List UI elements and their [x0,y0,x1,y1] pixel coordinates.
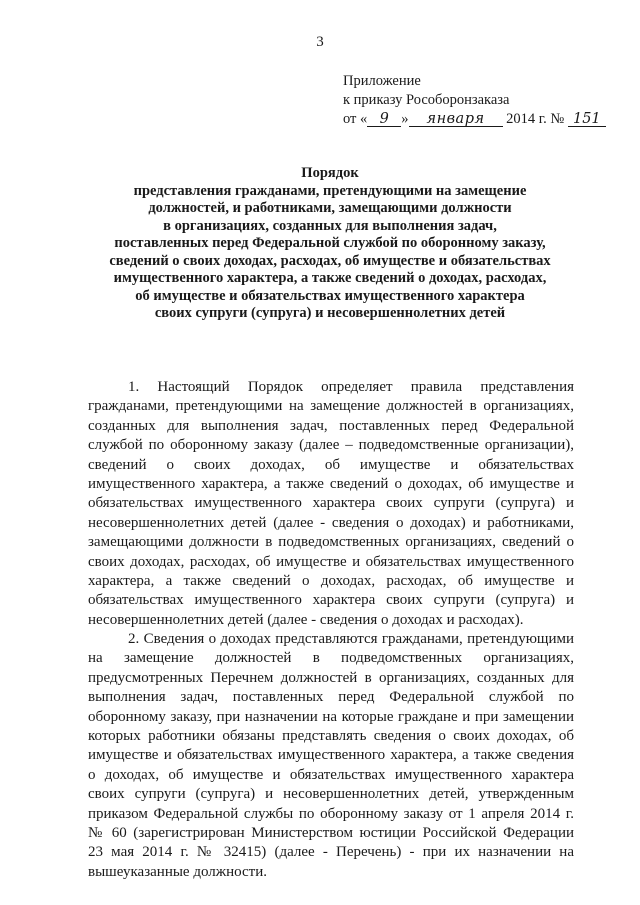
date-close-quote: » [401,111,409,127]
handwritten-day: 9 [367,112,401,127]
text-line: 1. Настоящий Порядок определяет правила представления [128,379,574,395]
text-line: которых работники обязаны представлять сведения о своих доходах, об [88,728,574,745]
text-line: несовершеннолетних детей (далее - сведения о доходах и расходах). [88,611,524,628]
text-line: службой по оборонному заказу (далее – подведомственные организации), [88,437,574,454]
paragraph-2 [88,630,574,882]
text-line: на замещение должностей в подведомственных организациях, [88,650,574,667]
text-line: своих супруги (супруга) и несовершеннолетних детей, утвержденным [88,786,574,803]
text-line: 23 мая 2014 г. № 32415) (далее - Перечень) - при их назначении на [88,844,574,861]
text-line: несовершеннолетних детей (далее - сведения о доходах) и работниками, [88,514,574,531]
appendix-block [343,72,606,129]
handwritten-order-number: 151 [568,112,606,127]
text-line: созданных для выполнения задач, поставленных перед Федеральной [88,417,574,434]
text-line: имуществе и обязательствах имущественного характера, а также сведения [88,747,574,764]
text-line: выполнения задач, поставленных перед Федеральной службой по [88,689,574,706]
title-line: должностей, и работниками, замещающими должности [148,200,512,216]
title-line: об имуществе и обязательствах имущественного характера [135,287,525,304]
title-heading: Порядок [301,165,359,181]
appendix-line-1: Приложение [343,73,421,89]
text-line: оборонному заказу, при назначении на которые граждане и при замещении [88,708,574,725]
text-line: 2. Сведения о доходах представляются гражданами, претендующими [128,631,574,648]
text-line: своих доходах, расходах, об имуществе и обязательствах имущественного [88,553,574,570]
title-line: сведений о своих доходах, расходах, об имуществе и обязательствах [109,252,551,269]
paragraph-1 [88,378,574,630]
text-line: гражданами, претендующими на замещение должностей в организациях, [88,398,574,415]
page-number: 3 [316,34,324,50]
title-line: в организациях, созданных для выполнения задач, [163,217,497,234]
title-line: поставленных перед Федеральной службой по оборонному заказу, [114,235,546,251]
handwritten-month: января [409,112,503,127]
document-body [88,378,574,882]
date-prefix: от « [343,111,368,127]
title-line: представления гражданами, претендующими на замещение [133,182,527,199]
appendix-line-2: к приказу Рособоронзаказа [343,92,510,108]
text-line: о доходах, об имуществе и обязательствах имущественного характера [88,766,574,783]
text-line: приказом Федеральной службы по оборонному заказу от 1 апреля 2014 г. [88,805,574,822]
text-line: вышеуказанные должности. [88,863,268,880]
date-year-text: 2014 г. № [506,111,565,127]
title-line: своих супруги (супруга) и несовершеннолетних детей [154,305,506,321]
text-line: сведений о своих доходах, об имуществе и обязательствах [88,456,574,473]
text-line: характера, а также сведений о доходах, расходах, об имуществе и [88,572,574,589]
text-line: замещающими должности в подведомственных организациях, сведений о [88,534,574,551]
text-line: № 60 (зарегистрирован Министерством юстиции Российской Федерации [88,824,574,841]
text-line: обязательствах имущественного характера своих супруги (супруга) и [88,592,574,609]
appendix-date-line [343,110,606,129]
text-line: обязательствах имущественного характера своих супруги (супруга) и [88,495,574,512]
document-title [80,165,580,323]
text-line: предусмотренных Перечнем должностей в организациях, созданных для [88,669,574,686]
text-line: имущественного характера, а также сведений о доходах, об имуществе и [88,475,574,492]
title-line: имущественного характера, а также сведений о доходах, расходах, [113,270,547,286]
